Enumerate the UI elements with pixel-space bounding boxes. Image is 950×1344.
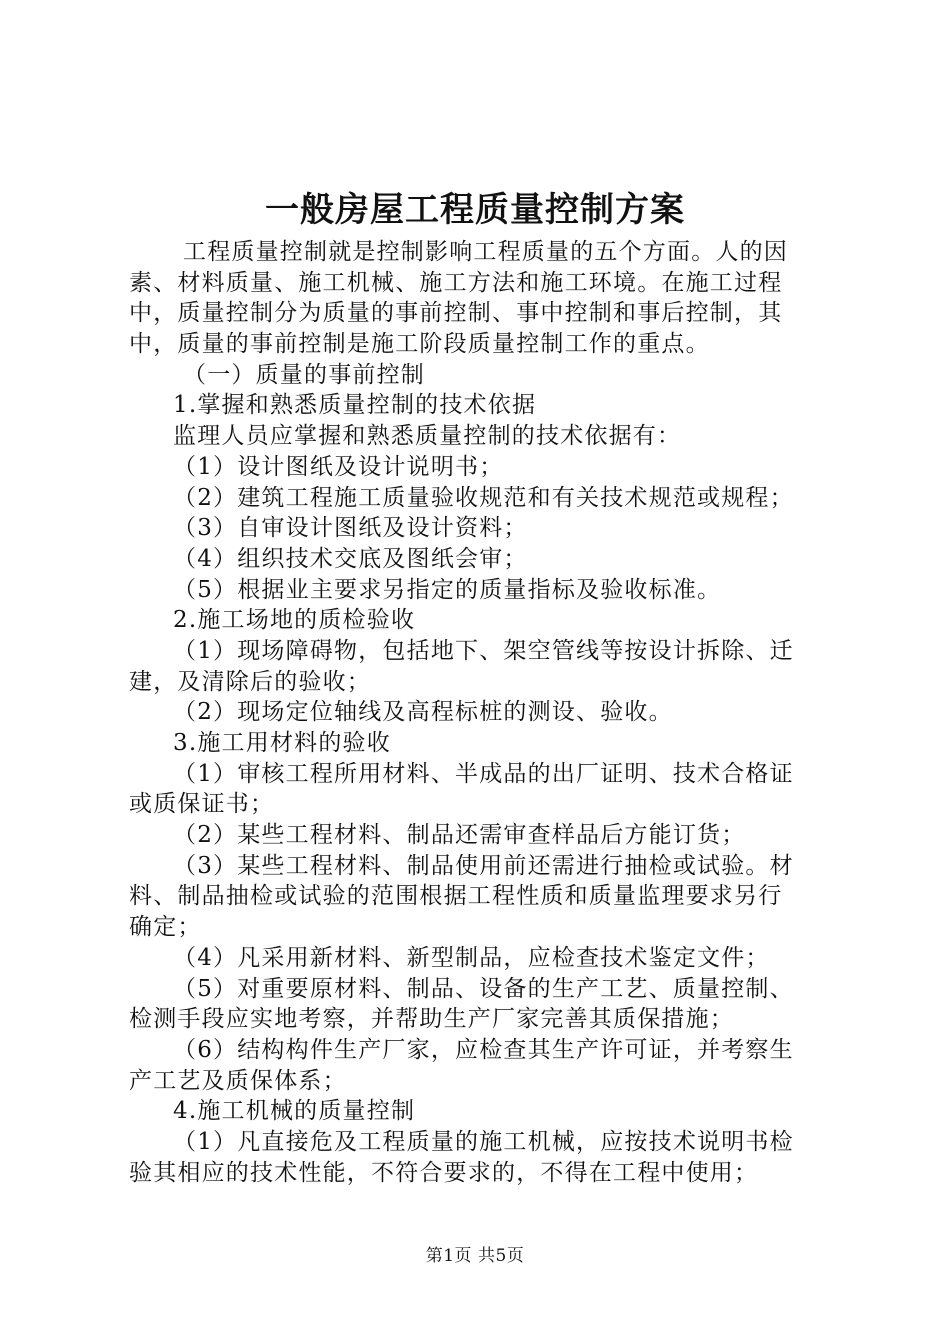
list-item-continuation: 建，及清除后的验收； xyxy=(129,668,371,695)
subsection-heading: 2.施工场地的质检验收 xyxy=(173,607,416,634)
list-item: （2）现场定位轴线及高程标桩的测设、验收。 xyxy=(173,699,673,726)
subsection-heading: 3.施工用材料的验收 xyxy=(173,730,391,756)
paragraph-line: 素、材料质量、施工机械、施工方法和施工环境。在施工过程 xyxy=(129,269,783,296)
list-item-continuation: 验其相应的技术性能，不符合要求的，不得在工程中使用； xyxy=(129,1159,759,1186)
document-body xyxy=(129,237,829,1188)
list-item: （5）根据业主要求另指定的质量指标及验收标准。 xyxy=(173,576,722,603)
paragraph-line: 中，质量的事前控制是施工阶段质量控制工作的重点。 xyxy=(129,331,710,358)
list-item: （2）建筑工程施工质量验收规范和有关技术规范或规程； xyxy=(173,484,794,511)
subsection-heading: 1.掌握和熟悉质量控制的技术依据 xyxy=(173,392,537,419)
list-item: （1）设计图纸及设计说明书； xyxy=(173,453,504,480)
list-item: （1）凡直接危及工程质量的施工机械，应按技术说明书检 xyxy=(173,1128,794,1155)
list-item: （2）某些工程材料、制品还需审查样品后方能订货； xyxy=(173,822,746,849)
list-item: （4）组织技术交底及图纸会审； xyxy=(173,545,528,572)
list-item: （3）某些工程材料、制品使用前还需进行抽检或试验。材 xyxy=(173,852,794,879)
page-footer: 第1页 共5页 xyxy=(425,1246,525,1266)
section-heading: （一）质量的事前控制 xyxy=(183,361,425,388)
list-item: （5）对重要原材料、制品、设备的生产工艺、质量控制、 xyxy=(173,975,794,1002)
list-item-continuation: 或质保证书； xyxy=(129,791,275,818)
paragraph-line: 中，质量控制分为质量的事前控制、事中控制和事后控制，其 xyxy=(129,300,783,327)
document-title: 一般房屋工程质量控制方案 xyxy=(265,190,685,230)
list-item: （1）审核工程所用材料、半成品的出厂证明、技术合格证 xyxy=(173,760,794,787)
list-item: （1）现场障碍物，包括地下、架空管线等按设计拆除、迁 xyxy=(173,637,794,664)
list-item-continuation: 确定； xyxy=(129,914,202,941)
list-item-continuation: 产工艺及质保体系； xyxy=(129,1067,347,1094)
list-item-continuation: 料、制品抽检或试验的范围根据工程性质和质量监理要求另行 xyxy=(129,883,783,910)
paragraph-line: 监理人员应掌握和熟悉质量控制的技术依据有： xyxy=(173,423,682,450)
list-item: （4）凡采用新材料、新型制品，应检查技术鉴定文件； xyxy=(173,944,770,971)
list-item: （6）结构构件生产厂家，应检查其生产许可证，并考察生 xyxy=(173,1036,794,1063)
paragraph-line: 工程质量控制就是控制影响工程质量的五个方面。人的因 xyxy=(183,239,788,265)
list-item: （3）自审设计图纸及设计资料； xyxy=(173,515,528,542)
subsection-heading: 4.施工机械的质量控制 xyxy=(173,1098,416,1125)
list-item-continuation: 检测手段应实地考察，并帮助生产厂家完善其质保措施； xyxy=(129,1006,734,1033)
